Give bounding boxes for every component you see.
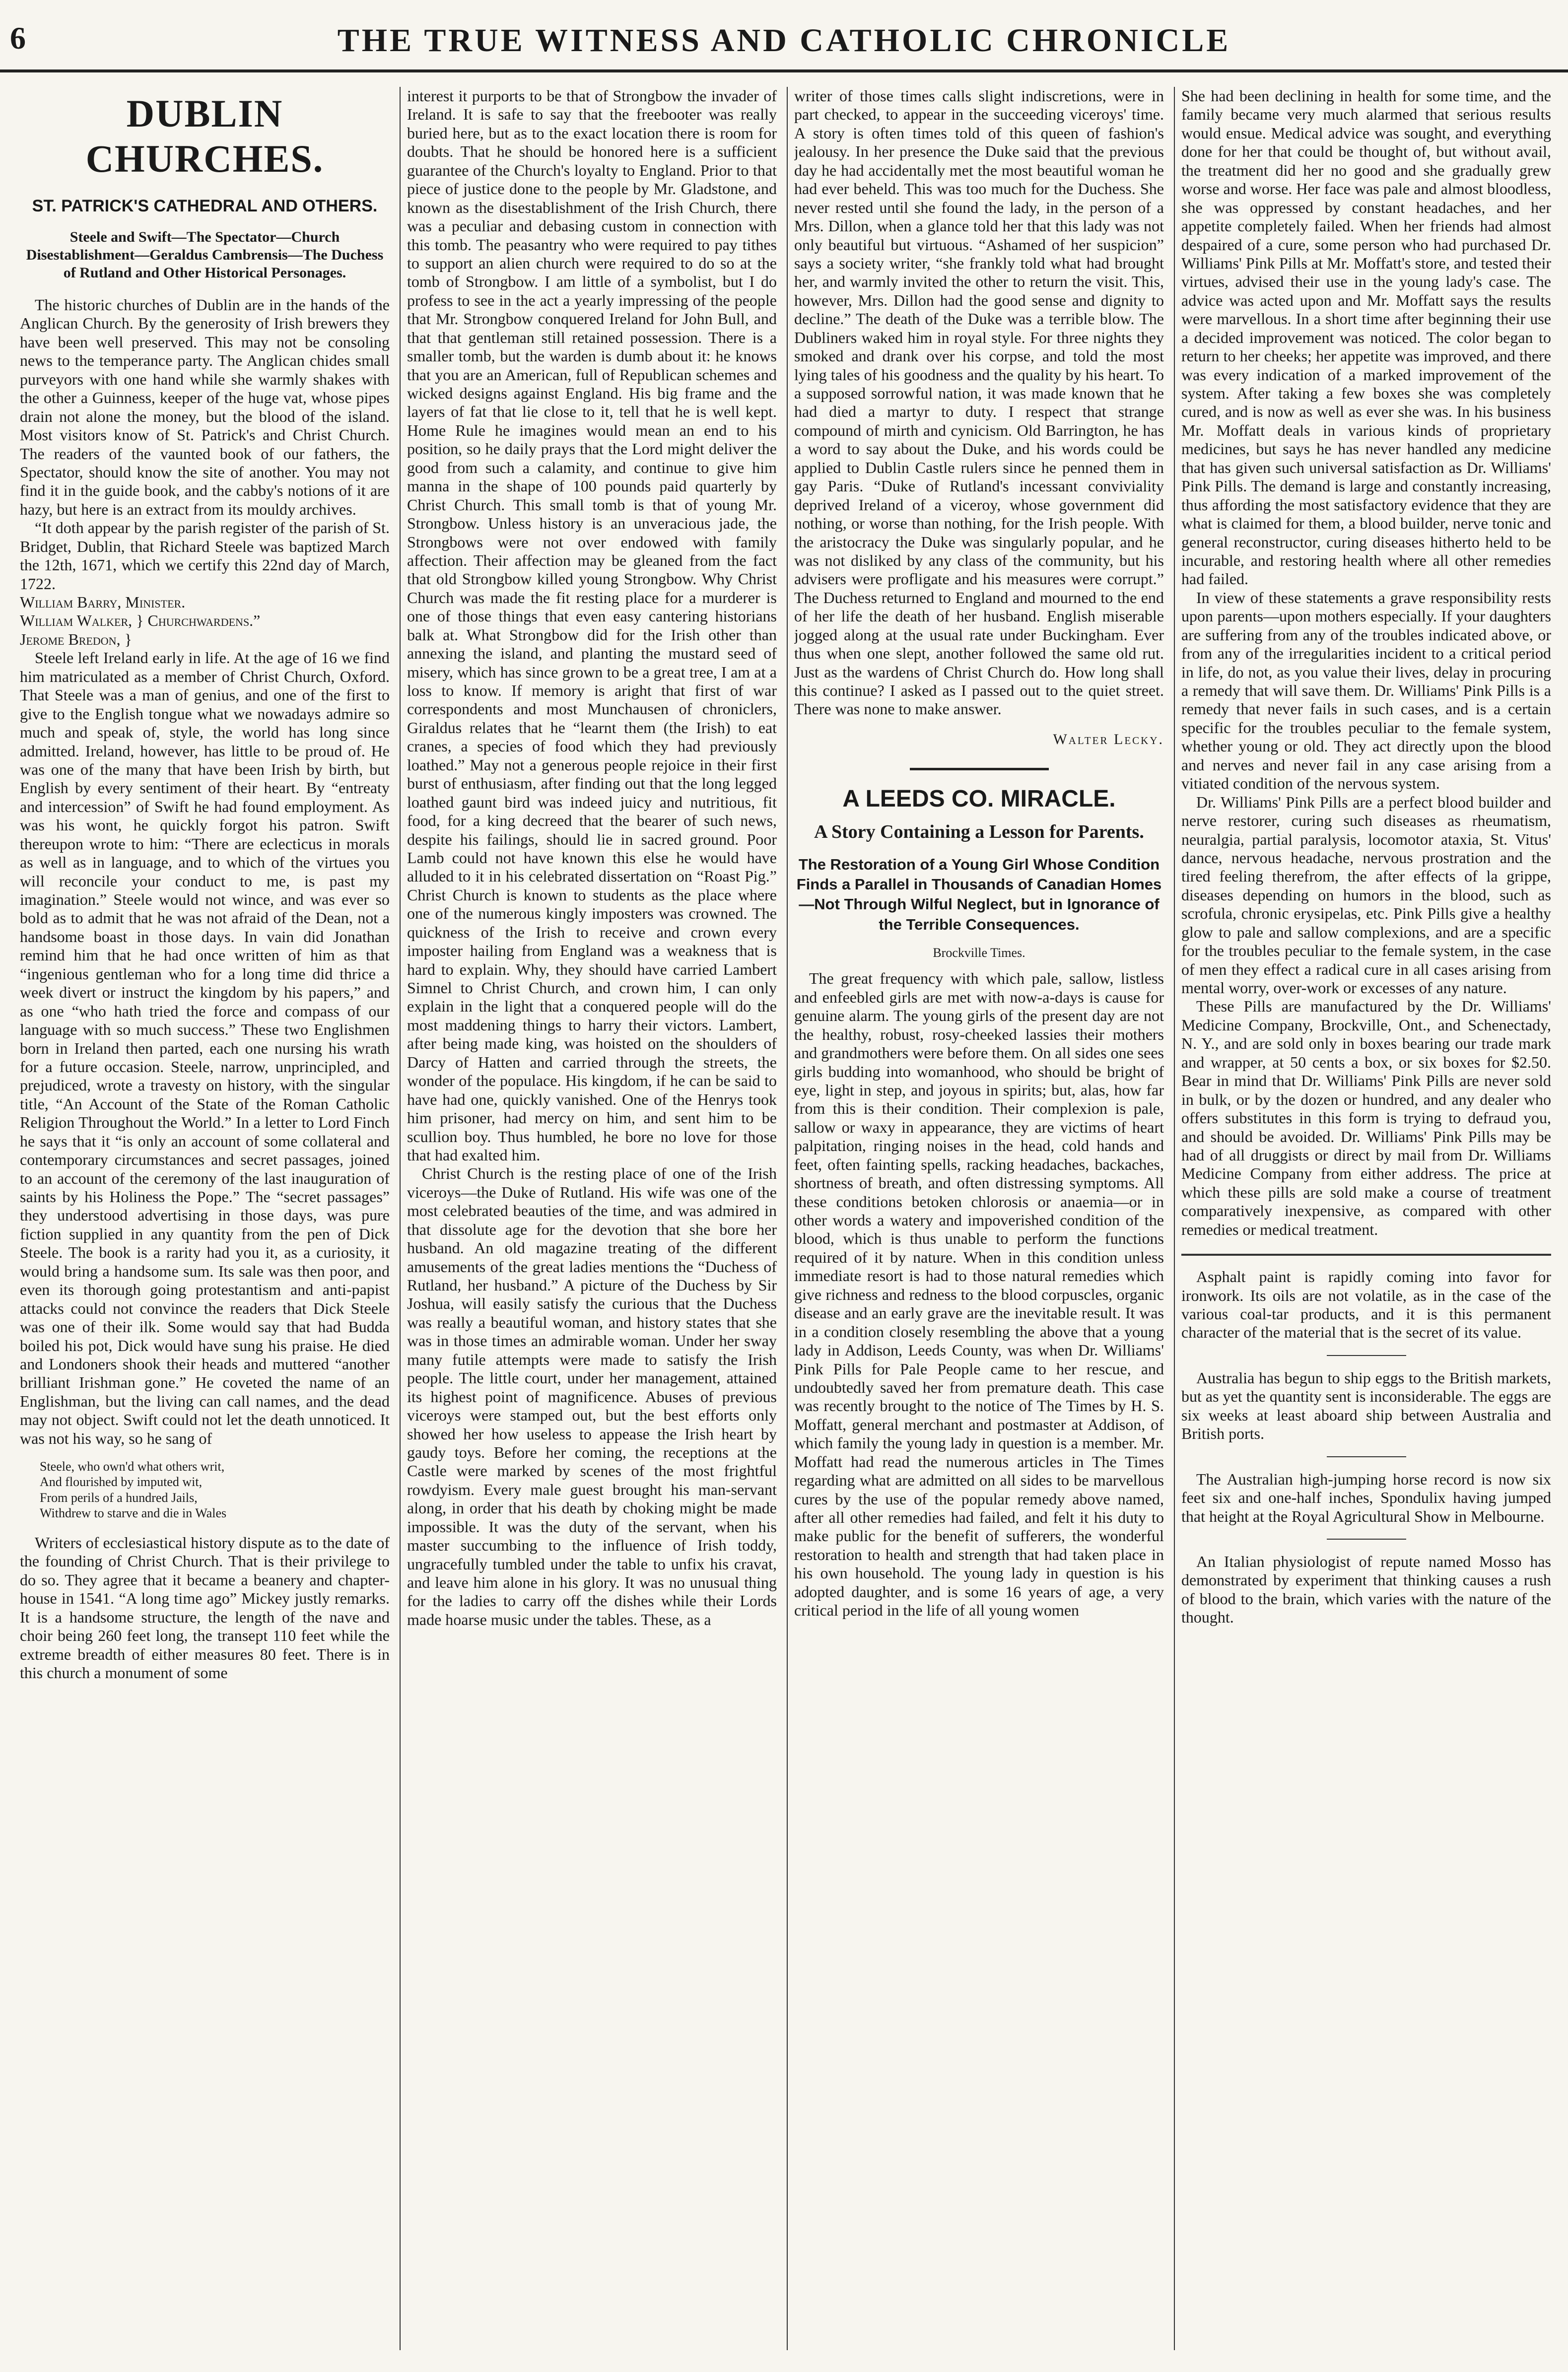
dublin-paragraph: Christ Church is the resting place of one of the Irish viceroys—the Duke of Rutland. His wife was one of the most celebrated beauties of the time, and was admired in that dissolute age for the devotion that she bore her husband. An old magazine treating of the different amusements of the great ladies mentions the “Duchess of Rutland, her husband.” A picture of the Duchess by Sir Joshua, will easily satisfy the curious that the Duchess was really a beautiful woman, and history states that she was in those times an admirable woman. Under her sway many futile attempts were made to satisfy the Irish people. The little court, under her management, attained its highest point of magnificence. Abuses of previous viceroys were stamped out, but the best efforts only showed her how useless to appease the Irish heart by gaudy toys. Before her coming, the receptions at the Castle were marked by scenes of the most frightful rowdyism. Every male guest brought his man-servant along, in order that his death by choking might be made impossible. It was the duty of the servant, when his master succumbing to the influence of Irish toddy, ungracefully tumbled under the table to unfix his cravat, and leave him alone in his glory. It was no unusual thing for the ladies to carry off the dishes while their Lords made hoarse music under the tables. These, as a	[407, 1164, 777, 1628]
brief-item: The Australian high-jumping horse record is now six feet six and one-half inches, Spondulix having jumped that height at the Royal Agricultural Show in Melbourne.	[1181, 1470, 1551, 1525]
dublin-paragraph: interest it purports to be that of Strongbow the invader of Ireland. It is safe to say that the freebooter was really buried here, but as to the exact location there is room for doubts. That he should be honored here is a sufficient guarantee of the Church's loyalty to England. Prior to that piece of justice done to the people by Mr. Gladstone, and known as the disestablishment of the Irish Church, there was a peculiar and debasing custom in connection with this tomb. The peasantry who were required to pay tithes to support an alien church were required to do so at the tomb of Strongbow. I am little of a symbolist, but I do profess to see in the act a yearly impressing of the people that Mr. Strongbow conquered Ireland for John Bull, and that that gentleman still retained possession. There is a smaller tomb, but the warden is dumb about it: he knows that you are an American, full of Republican schemes and wicked designs against England. His big frame and the layers of fat that lie close to it, tell that he is well kept. Home Rule he imagines would mean an end to his position, so he daily prays that the Lord might deliver the good from such a calamity, and continue to give him manna in the shape of 100 pounds paid quarterly by Christ Church. This small tomb is that of young Mr. Strongbow. Unless history is an unveracious jade, the Strongbows were not over endowed with family affection. Their affection may be gleaned from the fact that old Strongbow killed young Strongbow. Why Christ Church was made the fit resting place for a murderer is one of those things that even easy cantering historians balk at. What Strongbow did for the Irish other than annexing the island, and planting the mustard seed of misery, which has since grown to be a great tree, I am at a loss to know. If memory is aright that first of war correspondents and most Munchausen of chroniclers, Giraldus relates that he “learnt them (the Irish) to eat cranes, a species of food which they had previously loathed.” May not a generous people rejoice in their first burst of enthusiasm, after finding out that the long legged loathed gaunt bird was indeed juicy and nutritious, fit food, for a king decreed that the bearer of such news, despite his failings, should lie in sacred ground. Poor Lamb could not have known this else he would have alluded to it in his celebrated dissertation on “Roast Pig.” Christ Church is known to students as the place where one of the numerous kingly imposters was crowned. The quickness of the Irish to receive and crown every imposter hailing from England was a weakness that is hard to explain. Why, they should have carried Lambert Simnel to Christ Church, and crown him, I can only explain in the light that a conquered people will do the most maddening things to harry their victors. Lambert, after being made king, was hoisted on the shoulders of Darcy of Hatten and carried through the streets, the wonder of the populace. His kingdom, if he can be said to have had one, quickly vanished. One of the Henrys took him prisoner, had mercy on him, and sent him to be scullion boy. Thus humbled, he bore no love for those that had exalted him.	[407, 87, 777, 1164]
dublin-paragraph: Steele left Ireland early in life. At the age of 16 we find him matriculated as a member of Christ Church, Oxford. That Steele was a man of genius, and one of the first to give to the English tongue what we nowadays admire so much and speak of, style, the world has long since admitted. Ireland, however, has little to be proud of. He was one of the many that have been Irish by birth, but English by every sentiment of their heart. By “entreaty and intercession” of Swift he had found employment. As was his wont, he quickly forgot his patron. Swift thereupon wrote to him: “There are eclecticus in morals as well as in language, and to which of the virtues you will reconcile your conduct to me, is past my imagination.” Steele would not wince, and was ever so bold as to admit that he was not afraid of the Dean, not a handsome boast in those days. In vain did Jonathan remind him that he had once written of him as that “ingenious gentleman who for a long time did thrice a week divert or instruct the kingdom by his papers,” and as one “who hath tried the force and compass of our language with so much success.” These two Englishmen born in Ireland then parted, each one nursing his wrath for a future occasion. Steele, narrow, unprincipled, and prejudiced, wrote a travesty on history, with the singular title, “An Account of the State of the Roman Catholic Religion Throughout the World.” In a letter to Lord Finch he says that it “is only an account of some collateral and contemporary circumstances and secret passages, joined to an account of the ceremony of the last inauguration of saints by his Holiness the Pope.” The “secret passages” they understood advertising in those days, was pure fiction supplied in any quantity from the pen of Dick Steele. The book is a rarity had you it, as a curiosity, it would bring a handsome sum. Its sale was then poor, and even its thorough going protestantism and anti-papist attacks could not convince the readers that Dick Steele was one of their ilk. Some would say that had Budda boiled his pot, Dick would have sung his praise. He died and Londoners shook their heads and muttered “another brilliant Irishman gone.” He coveted the name of an Englishman, but the living can call names, and the dead may not object. Swift could not let the death unnoticed. It was not his way, so he sang of	[20, 649, 390, 1447]
newspaper-title: THE TRUE WITNESS AND CATHOLIC CHRONICLE	[337, 22, 1231, 59]
leeds-paragraph: The great frequency with which pale, sallow, listless and enfeebled girls are met with now-a-days is cause for genuine alarm. The young girls of the present day are not the healthy, robust, rosy-cheeked lassies their mothers and grandmothers were before them. On all sides one sees girls budding into womanhood, who should be bright of eye, light in step, and joyous in spirits; but, alas, how far from this is their condition. Their complexion is pale, sallow or waxy in appearance, they are victims of heart palpitation, ringing noises in the head, cold hands and feet, often fainting spells, racking headaches, backaches, shortness of breath, and often distressing symptoms. All these conditions betoken chlorosis or anaemia—or in other words a watery and impoverished condition of the blood, which is thus unable to perform the functions required of it by nature. When in this condition unless immediate resort is had to those natural remedies which give richness and redness to the blood corpuscles, organic disease and an early grave are the inevitable result. It was in a condition closely resembling the above that a young lady in Addison, Leeds County, was when Dr. Williams' Pink Pills for Pale People came to her rescue, and undoubtedly saved her from premature death. This case was recently brought to the notice of The Times by H. S. Moffatt, general merchant and postmaster at Addison, of which family the young lady in question is a member. Mr. Moffatt had read the numerous articles in The Times regarding what are admitted on all sides to be marvellous cures by the use of the popular remedy above named, after all other remedies had failed, and felt it his duty to make public for the benefit of sufferers, the wonderful restoration to health and strength that had taken place in his own household. The young lady in question is his adopted daughter, and is some 16 years of age, a very critical period in the life of all young women	[794, 969, 1164, 1620]
dublin-headline: DUBLIN CHURCHES.	[85, 92, 324, 181]
brief-item: Australia has begun to ship eggs to the British markets, but as yet the quantity sent is inconsiderable. The eggs are six weeks at least aboard ship between Australia and British ports.	[1181, 1368, 1551, 1443]
brief-separator	[1327, 1355, 1406, 1356]
leeds-headline: A LEEDS CO. MIRACLE.	[842, 785, 1116, 812]
leeds-subheadline: A Story Containing a Lesson for Parents.	[814, 821, 1144, 843]
brief-separator	[1327, 1539, 1406, 1540]
leeds-paragraph: These Pills are manufactured by the Dr. Williams' Medicine Company, Brockville, Ont., and Schenectady, N. Y., and are sold only in boxes bearing our trade mark and wrapper, at 50 cents a box, or six boxes for $2.50. Bear in mind that Dr. Williams' Pink Pills are never sold in bulk, or by the dozen or hundred, and any dealer who offers substitutes in this form is trying to defraud you, and should be avoided. Dr. Williams' Pink Pills may be had of all druggists or direct by mail from Dr. Williams Medicine Company from either address. The price at which these pills are sold make a course of treatment comparatively inexpensive, as compared with other remedies or medical treatment.	[1181, 997, 1551, 1238]
swift-verse	[40, 1459, 390, 1521]
dublin-paragraph: writer of those times calls slight indiscretions, were in part checked, to appear in the succeeding viceroys' time. A story is often times told of this queen of fashion's jealousy. In her presence the Duke said that the previous day he had accidentally met the most beautiful woman he had ever beheld. This was too much for the Duchess. She never rested until she found the lady, in the person of a Mrs. Dillon, when a glance told her that this lady was not only beautiful but virtuous. “Ashamed of her suspicion” says a society writer, “she frankly told what had brought her, and warmly invited the other to return the visit. This, however, Mrs. Dillon had the good sense and dignity to decline.” The death of the Duke was a terrible blow. The Dubliners waked him in royal style. For three nights they smoked and drank over his corpse, and told the most lying tales of his goodness and the quality by his heart. To a supposed sorrowful nation, it was made known that he had died a martyr to duty. I respect that strange compound of mirth and cynicism. Old Barrington, he has a word to say about the Duke, and his words could be applied to Dublin Castle rulers since he penned them in gay Paris. “Duke of Rutland's incessant conviviality deprived Ireland of a viceroy, whose government did nothing, or worse than nothing, for the Irish people. With the aristocracy the Duke was singularly popular, and he was not disliked by any class of the community, but his advisers were profligate and his measures were corrupt.” The Duchess returned to England and mourned to the end of her life the death of her husband. English miserable jogged along at the usual rate under Buckingham. Ever thus when one slept, another followed the same old rut. Just as the wardens of Christ Church do. How long shall this continue? I asked as I passed out to the quiet street. There was none to make answer.	[794, 87, 1164, 718]
register-signature: William Barry, Minister.	[20, 593, 186, 611]
brief-item: Asphalt paint is rapidly coming into favor for ironwork. Its oils are not volatile, as in the case of the various coal-tar products, and it is this permanent character of the material that is the secret of its value.	[1181, 1268, 1551, 1342]
dublin-deck: Steele and Swift—The Spectator—Church Disestablishment—Geraldus Cambrensis—The Duchess of Rutland and Other Historical Personages.	[26, 229, 384, 281]
verse-line: From perils of a hundred Jails,	[40, 1490, 198, 1505]
column-3	[794, 87, 1164, 2350]
dublin-paragraph: The historic churches of Dublin are in the hands of the Anglican Church. By the generosity of Irish brewers they have been well preserved. This may not be consoling news to the temperance party. The Anglican chides small purveyors with one hand while she warmly shakes with the other a Guinness, keeper of the huge vat, whose pipes drain not alone the money, but the blood of the island. Most visitors know of St. Patrick's and Christ Church. The readers of the vaunted book of our fathers, the Spectator, should know the site of another. You may not find it in the guide book, and the cabby's notions of it are hazy, but here is an extract from its mouldy archives.	[20, 296, 390, 518]
columns	[20, 87, 1549, 2350]
author-signature: Walter Lecky.	[1053, 731, 1164, 747]
leeds-dateline: Brockville Times.	[933, 945, 1025, 960]
column-rule	[787, 87, 788, 2350]
leeds-paragraph: Dr. Williams' Pink Pills are a perfect blood builder and nerve restorer, curing such diseases as rheumatism, neuralgia, partial paralysis, locomotor ataxia, St. Vitus' dance, nervous headache, nervous prostration and the tired feeling therefrom, the after effects of la grippe, diseases depending on humors in the blood, such as scrofula, chronic erysipelas, etc. Pink Pills give a healthy glow to pale and sallow complexions, and are a specific for the troubles peculiar to the female system, in the case of men they effect a radical cure in all cases arising from mental worry, over-work or excesses of any nature.	[1181, 793, 1551, 997]
register-signature: Jerome Bredon, }	[20, 630, 132, 648]
leeds-deck: The Restoration of a Young Girl Whose Condition Finds a Parallel in Thousands of Canadian Homes—Not Through Wilful Neglect, but in Ignorance of the Terrible Consequences.	[796, 855, 1162, 933]
column-rule	[1174, 87, 1175, 2350]
section-rule	[1181, 1254, 1551, 1256]
dublin-subheadline: ST. PATRICK'S CATHEDRAL AND OTHERS.	[32, 196, 378, 215]
brief-separator	[1327, 1456, 1406, 1457]
dublin-paragraph: Writers of ecclesiastical history dispute as to the date of the founding of Christ Church. That is their privilege to do so. They agree that it became a beanery and chapter-house in 1541. “A long time ago” Mickey justly remarks. It is a handsome structure, the length of the nave and choir being 260 feet long, the transept 110 feet while the extreme breadth of either measures 80 feet. There is in this church a monument of some	[20, 1533, 390, 1682]
leeds-paragraph: In view of these statements a grave responsibility rests upon parents—upon mothers especially. If your daughters are suffering from any of the troubles indicated above, or from any of the irregularities incident to a critical period in life, do not, as you value their lives, delay in procuring a remedy that will save them. Dr. Williams' Pink Pills is a remedy that never fails in such cases, and is a certain specific for the troubles peculiar to the female system, whether young or old. They act directly upon the blood and nerves and never fail in any case arising from a vitiated condition of the nervous system.	[1181, 588, 1551, 793]
verse-line: Steele, who own'd what others writ,	[40, 1459, 225, 1474]
brief-item: An Italian physiologist of repute named Mosso has demonstrated by experiment that thinking causes a rush of blood to the brain, which varies with the nature of the thought.	[1181, 1552, 1551, 1627]
leeds-paragraph: She had been declining in health for some time, and the family became very much alarmed that serious results would ensue. Medical advice was sought, and everything done for her that could be thought of, but without avail, the treatment did her no good and she gradually grew worse and worse. Her face was pale and almost bloodless, she was oppressed by constant headaches, and her appetite completely failed. When her friends had almost despaired of a cure, some person who had purchased Dr. Williams' Pink Pills at Mr. Moffatt's store, and tested their virtues, advised their use in the young lady's case. The advice was acted upon and Mr. Moffatt says the results were marvellous. In a short time after beginning their use a decided improvement was noticed. The color began to return to her cheeks; her appetite was improved, and there was every indication of a marked improvement of the system. After taking a few boxes she was completely cured, and is now as well as ever she was. In his business Mr. Moffatt deals in various kinds of proprietary medicines, but says he has never handled any medicine that has given such universal satisfaction as Dr. Williams' Pink Pills. The demand is large and constantly increasing, thus affording the most satisfactory evidence that they are what is claimed for them, a blood builder, nerve tonic and general reconstructor, curing diseases hitherto held to be incurable, and restoring health where all other remedies had failed.	[1181, 87, 1551, 588]
verse-line: And flourished by imputed wit,	[40, 1475, 203, 1490]
article-separator	[910, 768, 1049, 770]
masthead	[0, 15, 1568, 72]
dublin-paragraph: “It doth appear by the parish register of the parish of St. Bridget, Dublin, that Richard Steele was baptized March the 12th, 1671, which we certify this 22nd day of March, 1722.	[20, 519, 390, 593]
page-number: 6	[10, 20, 26, 56]
column-2	[407, 87, 777, 2350]
column-4	[1181, 87, 1551, 2350]
register-signature: William Walker, } Churchwardens.”	[20, 611, 261, 630]
column-1	[20, 87, 390, 2350]
verse-line: Withdrew to starve and die in Wales	[40, 1505, 227, 1520]
column-rule	[400, 87, 401, 2350]
